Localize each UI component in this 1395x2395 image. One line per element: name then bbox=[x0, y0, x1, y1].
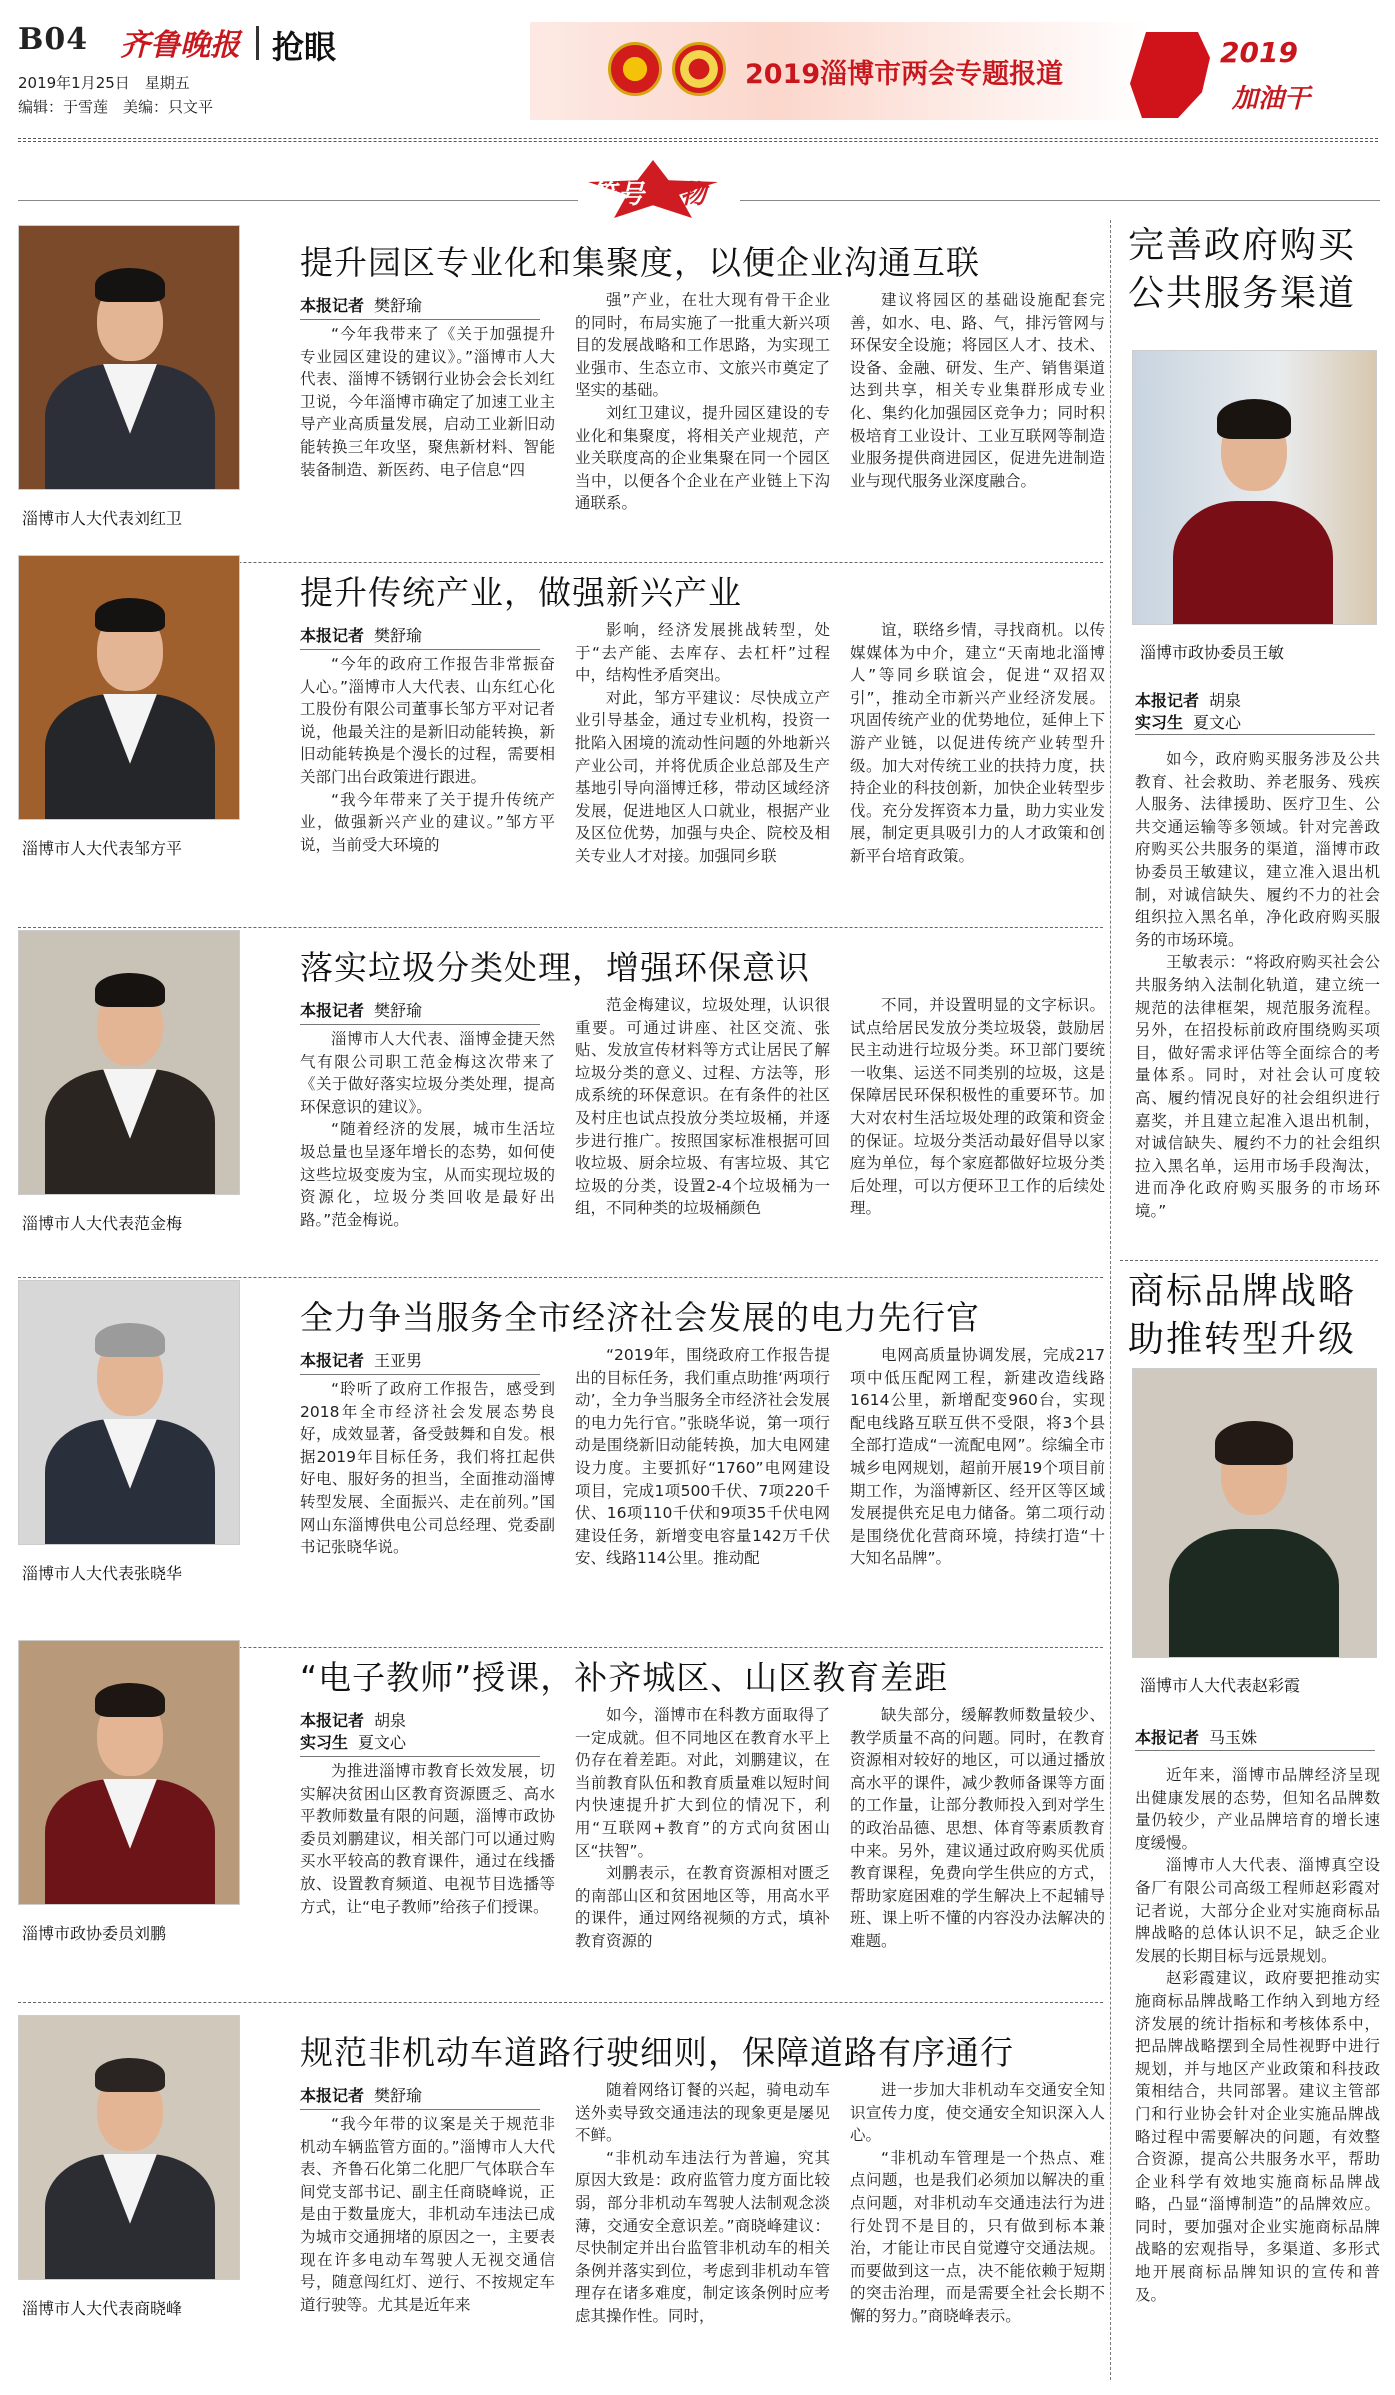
photo-caption: 淄博市人大代表商晓峰 bbox=[22, 2299, 183, 2318]
article-title: 规范非机动车道路行驶细则，保障道路有序通行 bbox=[300, 2033, 1014, 2072]
paragraph: 不同，并设置明显的文字标识。试点给居民发放分类垃圾袋，鼓励居民主动进行垃圾分类。环卫部门要统一收集、运送不同类别的垃圾，这是保障居民环保积极性的重要环节。加大对农村生活垃圾处理的政策和资金的保证。垃圾分类活动最好倡导以家庭为单位，每个家庭都做好垃圾分类后处理，可以方便环卫工作的后续处理。 bbox=[850, 996, 1105, 1218]
paragraph: 为推进淄博市教育长效发展，切实解决贫困山区教育资源匮乏、高水平教师数量有限的问题，淄博市政协委员刘鹏建议，相关部门可以通过购买水平较高的教育课件，通过在线播放、设置教育频道、电视节目选播等方式，让“电子教师”给孩子们授课。 bbox=[300, 1762, 555, 1916]
text-column bbox=[575, 1704, 830, 1992]
byline-rule bbox=[1135, 734, 1375, 735]
text-column bbox=[850, 619, 1105, 917]
byline: 本报记者 胡泉 bbox=[1135, 691, 1242, 710]
text-column bbox=[850, 1704, 1105, 1992]
text-column bbox=[850, 289, 1105, 552]
text-column bbox=[300, 1378, 555, 1637]
badge-year: 2019 bbox=[1220, 36, 1298, 69]
issue-date: 2019年1月25日 星期五 bbox=[18, 74, 190, 92]
paragraph: 淄博市人大代表、淄博金捷天然气有限公司职工范金梅这次带来了《关于做好落实垃圾分类处理，提高环保意识的建议》。 bbox=[300, 1030, 555, 1116]
byline-rule bbox=[300, 2109, 540, 2110]
paragraph: 谊，联络乡情，寻找商机。以传媒媒体为中介，建立“天南地北淄博人”等同乡联谊会，促进“双招双引”，推动全市新兴产业经济发展。巩固传统产业的优势地位，延伸上下游产业链，以促进传统产业转型升级。加大对传统工业的扶持力度，扶持企业的科技创新，加快企业转型步伐。充分发挥资本力量，助力实业发展，制定更具吸引力的人才政策和创新平台培育政策。 bbox=[850, 621, 1105, 865]
reporter-photo bbox=[18, 2015, 240, 2280]
reporter-photo bbox=[18, 225, 240, 490]
paragraph: 建议将园区的基础设施配套完善，如水、电、路、气，排污管网与环保安全设施；将园区人才、技术、设备、金融、研发、生产、销售渠道达到共享，相关专业集群形成专业化、集约化加强园区竞争力；同时积极培育工业设计、工业互联网等制造业服务提供商进园区，促进先进制造业与现代服务业深度融合。 bbox=[850, 291, 1105, 490]
byline: 本报记者 马玉姝 bbox=[1135, 1728, 1258, 1747]
column-divider bbox=[1110, 220, 1111, 2380]
text-column bbox=[575, 994, 830, 1267]
byline: 本报记者 樊舒瑜 bbox=[300, 296, 423, 315]
article-title: “电子教师”授课，补齐城区、山区教育差距 bbox=[300, 1658, 949, 1697]
article-title: 提升园区专业化和集聚度，以便企业沟通互联 bbox=[300, 243, 980, 282]
cppcc-emblem-icon bbox=[672, 42, 726, 96]
paragraph: “非机动车管理是一个热点、难点问题，也是我们必须加以解决的重点问题，对非机动车交通违法行为进行处罚不是目的，只有做到标本兼治，才能让市民自觉遵守交通法规。而要做到这一点，决不能依赖于短期的突击治理，而是需要全社会长期不懈的努力。”商晓峰表示。 bbox=[850, 2148, 1105, 2325]
article-separator bbox=[1120, 1260, 1378, 1261]
article-separator bbox=[18, 1277, 1103, 1278]
header-rule bbox=[18, 138, 1378, 139]
byline-rule bbox=[300, 1024, 540, 1025]
text-column bbox=[575, 619, 830, 917]
paragraph: 强”产业，在壮大现有骨干企业的同时，布局实施了一批重大新兴项目的发展战略和工作思路，为实现工业强市、生态立市、文旅兴市奠定了坚实的基础。 bbox=[575, 291, 830, 400]
byline: 本报记者 樊舒瑜 bbox=[300, 1001, 423, 1020]
fist-icon bbox=[1130, 32, 1210, 118]
divider bbox=[18, 200, 578, 201]
paragraph: 王敏表示：“将政府购买社会公共服务纳入法制化轨道，建立统一规范的法律框架，规范服务流程。另外，在招投标前政府围绕购买项目，做好需求评估等全面综合的考量体系。同时，对社会认可度较高、履约情况良好的社会组织进行嘉奖，并且建立起准入退出机制，对诚信缺失、履约不力的社会组织拉入黑名单，运用市场手段淘汰，进而净化政府购买服务的市场环境。” bbox=[1135, 953, 1380, 1220]
text-column bbox=[575, 289, 830, 552]
byline-rule bbox=[300, 319, 540, 320]
page-number: B04 bbox=[18, 22, 89, 57]
text-column bbox=[300, 323, 555, 552]
text-column bbox=[850, 1344, 1105, 1637]
header-rule bbox=[18, 141, 1378, 142]
paragraph: 如今，政府购买服务涉及公共教育、社会救助、养老服务、残疾人服务、法律援助、医疗卫生、公共交通运输等多领域。针对完善政府购买公共服务的渠道，淄博市政协委员王敏建议，建立准入退出机制，对诚信缺失、履约不力的社会组织拉入黑名单，净化政府购买服务的市场环境。 bbox=[1135, 750, 1380, 949]
paragraph: 电网高质量协调发展，完成217项中低压配网工程，新建改造线路1614公里，新增配变960台，实现配电线路互联互供不受限，将3个县全部打造成“一流配电网”。综编全市城乡电网规划，超前开展19个项目前期工作，为淄博新区、经开区等区域发展提供充足电力储备。第二项行动是围绕优化营商环境，持续打造“十大知名品牌”。 bbox=[850, 1346, 1105, 1568]
paragraph: “聆听了政府工作报告，感受到2018年全市经济社会发展态势良好，成效显著，备受鼓舞和自发。根据2019年目标任务，我们将扛起供好电、服好务的担当，全面推动淄博转型发展、全面振兴、走在前列。”国网山东淄博供电公司总经理、党委副书记张晓华说。 bbox=[300, 1380, 555, 1557]
byline: 实习生 夏文心 bbox=[1135, 713, 1242, 732]
section-title: 抢眼 bbox=[272, 28, 337, 66]
paragraph: 刘鹏表示，在教育资源相对匮乏的南部山区和贫困地区等，用高水平的课件，通过网络视频的方式，填补教育资源的 bbox=[575, 1864, 830, 1950]
byline: 实习生 夏文心 bbox=[300, 1733, 407, 1752]
text-column bbox=[300, 1028, 555, 1267]
byline-rule bbox=[300, 649, 540, 650]
paragraph: “今年的政府工作报告非常振奋人心。”淄博市人大代表、山东红心化工股份有限公司董事长邹方平对记者说，他最关注的是新旧动能转换，新旧动能转换是个漫长的过程，需要相关部门出台政策进行跟进。 bbox=[300, 655, 555, 786]
paragraph: “我今年带来了关于提升传统产业，做强新兴产业的建议。”邹方平说，当前受大环境的 bbox=[300, 790, 555, 854]
paragraph: 进一步加大非机动车交通安全知识宣传力度，使交通安全知识深入人心。 bbox=[850, 2081, 1105, 2145]
reporter-photo bbox=[18, 930, 240, 1195]
paragraph: 淄博市人大代表、淄博真空设备厂有限公司高级工程师赵彩霞对记者说，大部分企业对实施商标品牌战略的总体认识不足，缺乏企业发展的长期目标与远景规划。 bbox=[1135, 1856, 1380, 1965]
article-title: 落实垃圾分类处理，增强环保意识 bbox=[300, 948, 810, 987]
paragraph: 刘红卫建议，提升园区建设的专业化和集聚度，将相关产业规范，产业关联度高的企业集聚在同一个园区当中，以便各个企业在产业链上下沟通联系。 bbox=[575, 403, 830, 513]
reporter-photo bbox=[1132, 1368, 1377, 1658]
text-column bbox=[300, 2113, 555, 2367]
photo-caption: 淄博市人大代表赵彩霞 bbox=[1140, 1676, 1301, 1695]
paragraph: “随着经济的发展，城市生活垃圾总量也呈逐年增长的态势，如何使这些垃圾变废为宝，从而实现垃圾的资源化，垃圾分类回收是最好出路。”范金梅说。 bbox=[300, 1120, 555, 1229]
text-column bbox=[850, 994, 1105, 1267]
reporter-photo bbox=[18, 1640, 240, 1905]
byline-rule bbox=[300, 1756, 540, 1757]
article-separator bbox=[18, 927, 1103, 928]
paragraph: 如今，淄博市在科教方面取得了一定成就。但不同地区在教育水平上仍存在着差距。对此，刘鹏建议，在当前教育队伍和教育质量难以短时间内快速提升扩大到位的情况下，利用“互联网+教育”的方式向贫困山区“扶智”。 bbox=[575, 1706, 830, 1860]
byline: 本报记者 樊舒瑜 bbox=[300, 626, 423, 645]
text-column bbox=[575, 2079, 830, 2367]
article-separator bbox=[18, 2002, 1103, 2003]
paragraph: 对此，邹方平建议：尽快成立产业引导基金，通过专业机构，投资一批陷入困境的流动性问题的外地新兴产业公司，并将优质企业总部及生产基地引导向淄博迁移，带动区域经济发展，促进地区人口就业，根据产业及区位优势，加强与央企、院校及相关专业人才对接。加强同乡联 bbox=[575, 688, 830, 865]
banner-title: 2019淄博市两会专题报道 bbox=[745, 59, 1064, 90]
paragraph: 赵彩霞建议，政府要把推动实施商标品牌战略工作纳入到地方经济发展的统计指标和考核体系中，把品牌战略摆到全局性视野中进行规划，并与地区产业政策和科技政策相结合，共同部署。建议主管部门和行业协会针对企业实施品牌战略过程中需要解决的问题，有效整合资源，提高公共服务水平，帮助企业科学有效地实施商标品牌战略，凸显“淄博制造”的品牌效应。同时，要加强对企业实施商标品牌战略的宏观指导，多渠道、多形式地开展商标品牌知识的宣传和普及。 bbox=[1135, 1969, 1380, 2304]
reporter-photo bbox=[18, 1280, 240, 1545]
reporter-photo bbox=[1132, 350, 1377, 625]
national-emblem-icon bbox=[608, 42, 662, 96]
photo-caption: 淄博市人大代表邹方平 bbox=[22, 839, 183, 858]
paragraph: “我今年带的议案是关于规范非机动车辆监管方面的。”淄博市人大代表、齐鲁石化第二化肥厂气体联合车间党支部书记、副主任商晓峰说，正是由于数量庞大，非机动车违法已成为城市交通拥堵的原因之一，主要表现在许多电动车驾驶人无视交通信号，随意闯红灯、逆行、不按规定车道行驶等。尤其是近年来 bbox=[300, 2115, 555, 2314]
side-article-title: 商标品牌战略助推转型升级 bbox=[1128, 1271, 1357, 1360]
text-column bbox=[1135, 748, 1380, 1253]
photo-caption: 淄博市人大代表范金梅 bbox=[22, 1214, 183, 1233]
paragraph: 影响，经济发展挑战转型，处于“去产能、去库存、去杠杆”过程中，结构性矛盾突出。 bbox=[575, 621, 830, 685]
paragraph: “2019年，围绕政府工作报告提出的目标任务，我们重点助推‘两项行动’，全力争当服务全市经济社会发展的电力先行官。”张晓华说，第一项行动是围绕新旧动能转换，加大电网建设力度。主要抓好“1760”电网建设项目，完成1项500千伏、7项220千伏、16项110千伏和9项35千伏电网建设任务，新增变电容量142万千伏安、线路114公里。推动配 bbox=[575, 1346, 830, 1568]
byline-rule bbox=[300, 1374, 540, 1375]
paragraph: 近年来，淄博市品牌经济呈现出健康发展的态势，但知名品牌数量仍较少，产业品牌培育的增长速度缓慢。 bbox=[1135, 1766, 1380, 1852]
divider bbox=[740, 200, 1380, 201]
photo-caption: 淄博市政协委员王敏 bbox=[1140, 643, 1285, 662]
side-article-title: 完善政府购买公共服务渠道 bbox=[1128, 225, 1357, 314]
article-title: 全力争当服务全市经济社会发展的电力先行官 bbox=[300, 1298, 980, 1337]
photo-caption: 淄博市人大代表张晓华 bbox=[22, 1564, 183, 1583]
header-divider bbox=[256, 26, 259, 60]
paragraph: 缺失部分，缓解教师数量较少、教学质量不高的问题。同时，在教育资源相对较好的地区，可以通过播放高水平的课件，减少教师备课等方面的工作量，让部分教师投入到对学生的政治品德、思想、体育等素质教育中来。另外，建议通过政府购买优质教育课程，免费向学生供应的方式，帮助家庭困难的学生解决上不起辅导班、课上听不懂的内容没办法解决的难题。 bbox=[850, 1706, 1105, 1950]
byline: 本报记者 王亚男 bbox=[300, 1351, 423, 1370]
article-title: 提升传统产业，做强新兴产业 bbox=[300, 573, 742, 612]
badge-slogan: 加油干 bbox=[1232, 84, 1311, 114]
masthead-logo: 齐鲁晚报 bbox=[120, 28, 240, 63]
reporter-photo bbox=[18, 555, 240, 820]
byline-rule bbox=[1135, 1750, 1375, 1751]
text-column bbox=[850, 2079, 1105, 2367]
byline: 本报记者 胡泉 bbox=[300, 1711, 407, 1730]
text-column bbox=[300, 1760, 555, 1992]
byline: 本报记者 樊舒瑜 bbox=[300, 2086, 423, 2105]
text-column bbox=[1135, 1764, 1380, 2384]
paragraph: 范金梅建议，垃圾处理，认识很重要。可通过讲座、社区交流、张贴、发放宣传材料等方式让居民了解垃圾分类的意义、过程、方法等，形成系统的环保意识。在有条件的社区及村庄也试点投放分类垃圾桶，并逐步进行推广。按照国家标准根据可回收垃圾、厨余垃圾、有害垃圾、其它垃圾的分类，设置2-4个垃圾桶为一组，不同种类的垃圾桶颜色 bbox=[575, 996, 830, 1218]
paragraph: “非机动车违法行为普遍，究其原因大致是：政府监管力度方面比较弱，部分非机动车驾驶人法制观念淡薄，交通安全意识差。”商晓峰建议：尽快制定并出台监管非机动车的相关条例并落实到位，考虑到非机动车管理存在诸多难度，制定该条例时应考虑其操作性。同时， bbox=[575, 2148, 830, 2325]
text-column bbox=[575, 1344, 830, 1637]
column-logo: 符号 人物 bbox=[590, 180, 709, 210]
photo-caption: 淄博市政协委员刘鹏 bbox=[22, 1924, 167, 1943]
photo-caption: 淄博市人大代表刘红卫 bbox=[22, 509, 183, 528]
paragraph: “今年我带来了《关于加强提升专业园区建设的建议》。”淄博市人大代表、淄博不锈钢行业协会会长刘红卫说，今年淄博市确定了加速工业主导产业高质量发展，启动工业新旧动能转换三年攻坚，聚焦新材料、智能装备制造、新医药、电子信息“四 bbox=[300, 325, 555, 479]
paragraph: 随着网络订餐的兴起，骑电动车送外卖导致交通违法的现象更是屡见不鲜。 bbox=[575, 2081, 830, 2145]
editor-credits: 编辑：于雪莲 美编：只文平 bbox=[18, 98, 214, 116]
special-report-banner bbox=[530, 22, 1150, 120]
text-column bbox=[300, 653, 555, 917]
